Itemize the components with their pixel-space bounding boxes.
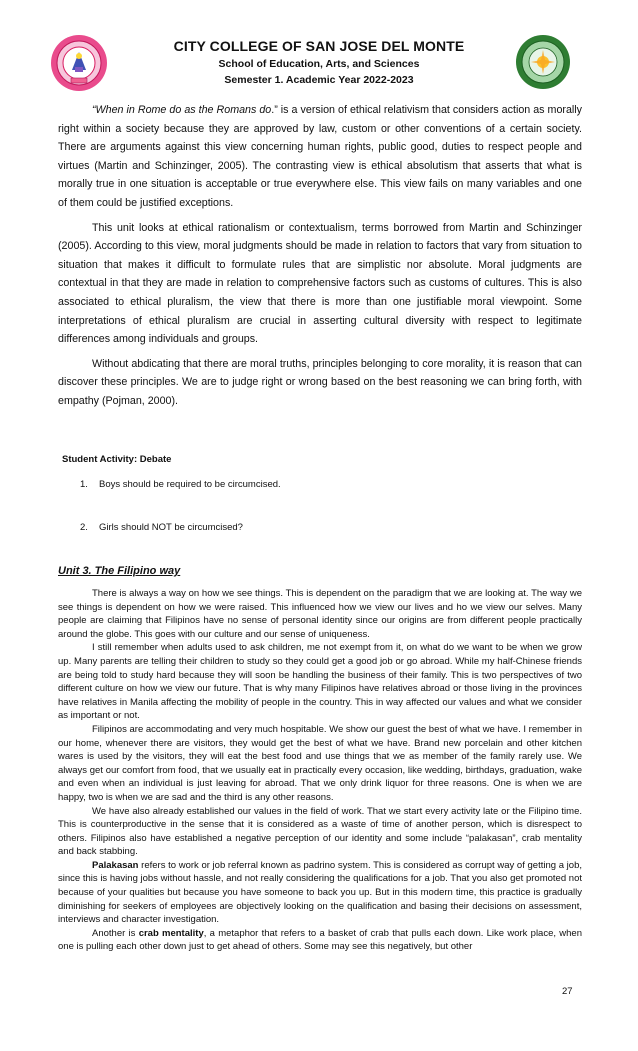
unit-paragraph: Palakasan refers to work or job referral known as padrino system. This is considered as corrupt way of getting a job, since this is having jobs without hassle, and not really considering the qualifications for a job. That you also get promoted not because of your qualities but because you have someone to back you up. But in this modern time, this practice is gradually diminishing for seekers of employees are objectively looking on the qualification and basing their decisions on assessment, interviews and character investigation. [58,859,582,926]
intro-section [58,101,582,417]
semester-line: Semester 1. Academic Year 2022-2023 [224,74,414,86]
activity-title: Student Activity: Debate [62,454,172,465]
city-seal-icon [515,34,571,90]
school-name: School of Education, Arts, and Sciences [218,58,420,70]
unit-paragraph: There is always a way on how we see things. This is dependent on the paradigm that we are looking at. The way we see things is dependent on how we were raised. This influenced how we view our lives and ho we view our selves. Many people are claiming that Filipinos have no sense of personal identity since our origins are from different people practically around the globe. This goes with our culture and our sense of uniqueness. [58,588,582,640]
intro-paragraph-1: “When in Rome do as the Romans do.” is a version of ethical relativism that considers action as morally right within a society because they are approved by law, custom or other conventions of a certain society. There are arguments against this view concerning human rights, public good, duties to respect people and virtues (Martin and Schinzinger, 2005). The contrasting view is ethical absolutism that asserts that what is morally true in one situation is acceptable or true everywhere else. This view fails on many variables and one of them could be justified exceptions. [58,104,582,209]
unit-paragraph: Filipinos are accommodating and very much hospitable. We show our guest the best of what we have. I remember in our home, whenever there are visitors, they would get the best of what we have. Brand new porcelain and other kitchen wares is used by the visitors, they will eat the best food and use things that we as member of the family rarely use. We always get our comfort from food, that we usually eat in practically every occasion, like wedding, birthdays, graduation, wake and even when an individual is just leaving for abroad. That we only drink liquor for three reasons. One is when we are happy, two is when we are sad and the third is any other reasons. [58,723,582,803]
unit-body [58,587,582,954]
unit-title: Unit 3. The Filipino way [58,565,181,577]
activity-item: 1. Boys should be required to be circumcised. [80,479,281,490]
activity-item: 2. Girls should NOT be circumcised? [80,522,243,533]
page-number: 27 [562,986,573,997]
rome-quote: “When in Rome do as the Romans do [92,104,272,116]
document-header [0,30,638,100]
unit-paragraph: We have also already established our values in the field of work. That we start every activity late or the Filipino time. This is counterproductive in the sense that it is considered as a waste of time of another person, which is disrespect to others. Filipinos also have established a negative perception of our identity and some include “palakasan”, crab mentality and back stabbing. [58,805,582,858]
unit-paragraph: Another is crab mentality, a metaphor that refers to a basket of crab that pulls each down. Like work place, when one is pulling each other down just to get ahead of others. Some may see this negatively, but other [58,927,582,953]
intro-paragraph-3: Without abdicating that there are moral truths, principles belonging to core morality, it is reason that can discover these principles. We are to judge right or wrong based on the best reasoning we can bring forth, with empathy (Pojman, 2000). [58,357,582,407]
unit-paragraph: I still remember when adults used to ask children, me not exempt from it, on what do we want to be when we grow up. Many parents are telling their children to study so they could get a good job or go abroad. While my half-Chinese friends are being told to study hard because they will soon be handling the business of their family. This is two perspectives of two different culture on how we view our future. That is why many Filipinos have relatives abroad or those living in the provinces have relatives in Manila affecting the mobility of people in the country. This in way affected our values and what we consider as important or not. [58,642,582,722]
college-name: CITY COLLEGE OF SAN JOSE DEL MONTE [173,38,465,54]
intro-paragraph-2: This unit looks at ethical rationalism or contextualism, terms borrowed from Martin and Schinzinger (2005). According to this view, moral judgments should be made in relation to factors that vary from situation to situation that makes it difficult to formulate rules that are simplistic nor absolute. Moral judgments are contextual in that they are made in relation to comprehensive factors such as customs of cultures. This is also associated to ethical pluralism, the view that there is more than one justifiable moral viewpoint. Some interpretations of ethical pluralism are crucial in asserting cultural diversity with respect to legitimate differences among individuals and groups. [58,221,582,346]
